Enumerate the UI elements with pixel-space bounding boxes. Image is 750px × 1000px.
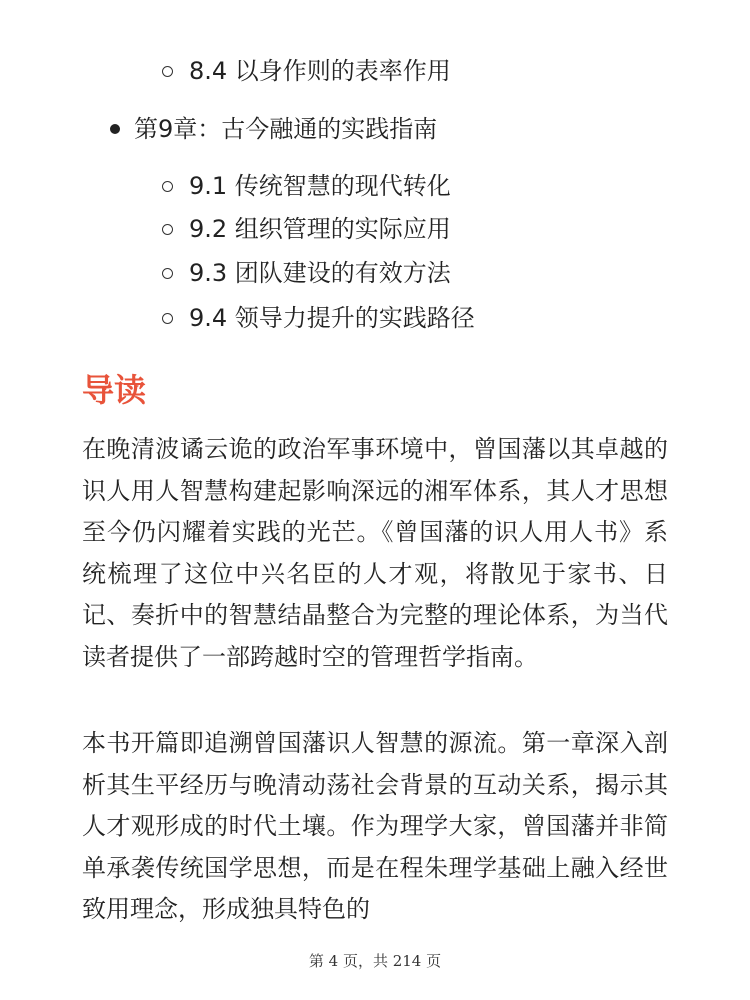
page-number-footer: 第 4 页，共 214 页 — [308, 952, 442, 970]
hollow-circle-bullet-icon — [162, 313, 173, 324]
intro-paragraph-2: 本书开篇即追溯曾国藩识人智慧的源流。第一章深入剖析其生平经历与晚清动荡社会背景的互动关系，揭示其人才观形成的时代土壤。作为理学大家，曾国藩并非简单承袭传统国学思想，而是在程朱理学基础上融入经世致用理念，形成独具特色的 — [82, 729, 668, 923]
toc-subsection-9-2[interactable] — [162, 213, 451, 245]
toc-subsection-9-1[interactable] — [162, 170, 451, 202]
toc-subsection-8-4[interactable] — [162, 55, 451, 87]
toc-chapter-label: 第9章：古今融通的实践指南 — [134, 115, 438, 143]
toc-subsection-9-3[interactable] — [162, 257, 451, 289]
toc-chapter-9[interactable] — [110, 113, 437, 145]
hollow-circle-bullet-icon — [162, 224, 173, 235]
toc-subsection-label: 8.4 以身作则的表率作用 — [189, 57, 451, 85]
toc-subsection-label: 9.4 领导力提升的实践路径 — [189, 304, 475, 332]
hollow-circle-bullet-icon — [162, 66, 173, 77]
toc-subsection-label: 9.3 团队建设的有效方法 — [189, 259, 451, 287]
intro-paragraph-1: 在晚清波谲云诡的政治军事环境中，曾国藩以其卓越的识人用人智慧构建起影响深远的湘军体系，其人才思想至今仍闪耀着实践的光芒。《曾国藩的识人用人书》系统梳理了这位中兴名臣的人才观，将散见于家书、日记、奏折中的智慧结晶整合为完整的理论体系，为当代读者提供了一部跨越时空的管理哲学指南。 — [82, 435, 668, 671]
toc-subsection-9-4[interactable] — [162, 302, 475, 334]
toc-subsection-label: 9.1 传统智慧的现代转化 — [189, 172, 451, 200]
hollow-circle-bullet-icon — [162, 268, 173, 279]
toc-subsection-label: 9.2 组织管理的实际应用 — [189, 215, 451, 243]
intro-heading: 导读 — [82, 371, 147, 409]
filled-circle-bullet-icon — [110, 124, 120, 134]
hollow-circle-bullet-icon — [162, 181, 173, 192]
